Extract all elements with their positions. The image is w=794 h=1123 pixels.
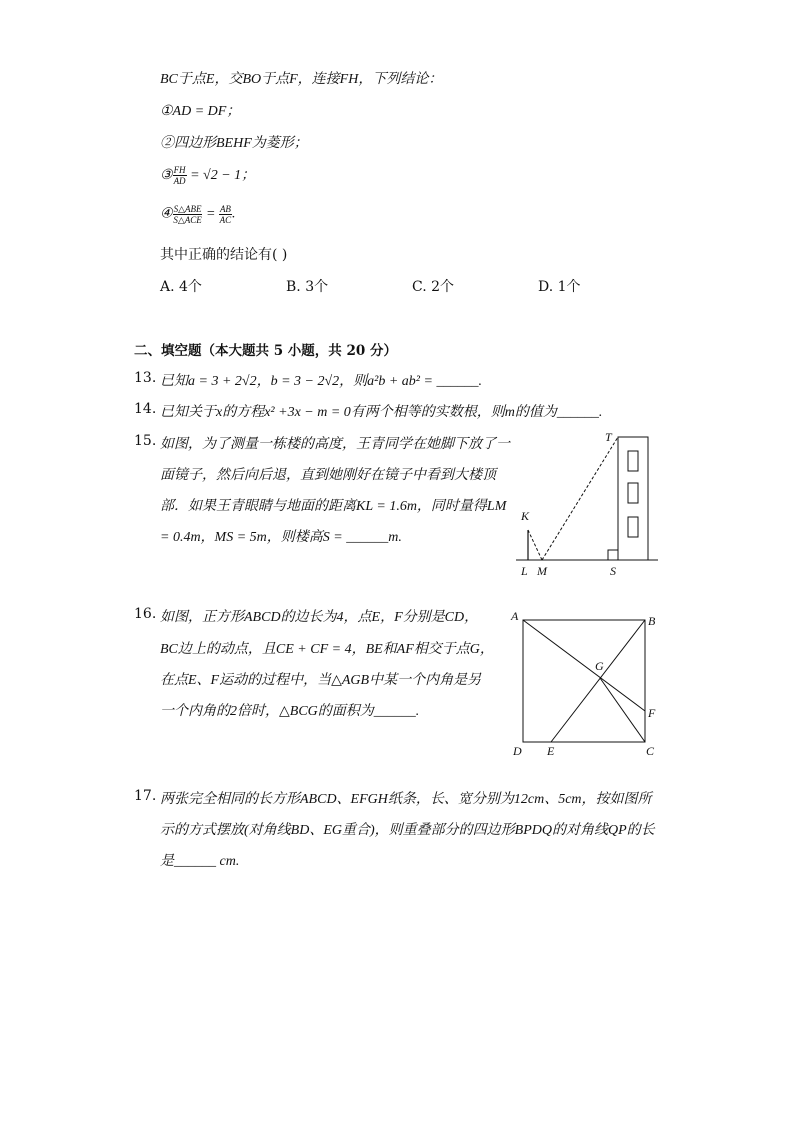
right-angle-mark — [608, 550, 618, 560]
q16-line-4: 一个内角的2倍时，△BCG的面积为______. — [160, 704, 420, 719]
q12-conclusion-4 — [160, 204, 235, 225]
q12-question: 其中正确的结论有( ) — [160, 247, 288, 263]
q12-c3-denominator: AD — [173, 176, 186, 187]
q12-option-d[interactable]: D. 1个 — [538, 279, 581, 295]
label-s: S — [610, 564, 616, 578]
q15-line-2: 面镜子，然后向后退，直到她刚好在镜子中看到大楼顶 — [160, 468, 496, 483]
q16-square-figure — [505, 605, 665, 763]
sight-line-km — [528, 530, 542, 560]
q12-intro: BC于点E，交BO于点F，连接FH，下列结论： — [160, 72, 443, 87]
label-e: E — [547, 744, 555, 758]
q16-line-3: 在点E、F运动的过程中，当△AGB中某一个内角是另 — [160, 673, 482, 688]
q12-c3-numerator: FH — [173, 165, 186, 176]
q14-number: 14. — [134, 401, 157, 417]
q12-c4-numerator-1: S△ABE — [173, 204, 202, 214]
q16-line-1: 如图，正方形ABCD的边长为4，点E，F分别是CD， — [160, 610, 479, 625]
q16-line-2: BC边上的动点，且CE + CF = 4，BE和AF相交于点G， — [160, 642, 494, 657]
label-b: B — [648, 614, 656, 628]
q12-c4-denominator-1: S△ACE — [173, 215, 202, 225]
sight-line-mt — [542, 437, 618, 560]
label-g: G — [595, 659, 604, 673]
q12-option-a[interactable]: A. 4个 — [160, 279, 202, 295]
q12-c4-denominator-2: AC — [219, 215, 232, 225]
q12-conclusion-2: ②四边形BEHF为菱形； — [160, 136, 308, 151]
q12-c4-end: . — [231, 206, 236, 222]
q14-text: 已知关于x的方程x² +3x − m = 0有两个相等的实数根，则m的值为______. — [160, 405, 603, 420]
segment-gc — [600, 678, 645, 742]
q17-number: 17. — [134, 788, 157, 804]
q12-c3-prefix: ③ — [160, 168, 173, 183]
label-m: M — [537, 564, 547, 578]
q12-c4-numerator-2: AB — [219, 204, 231, 214]
segment-be — [551, 620, 645, 742]
q15-number: 15. — [134, 433, 157, 449]
q12-c3-rest: = √2 − 1； — [186, 168, 256, 183]
q13-text: 已知a = 3 + 2√2，b = 3 − 2√2，则a²b + ab² = ______. — [160, 374, 482, 389]
q12-c4-prefix: ④ — [160, 206, 173, 222]
square-abcd — [523, 620, 645, 742]
label-a: A — [511, 609, 519, 623]
q12-c4-fraction-2 — [219, 204, 232, 225]
segment-af — [523, 620, 645, 711]
building-window-1 — [628, 451, 638, 471]
q15-line-3: 部．如果王青眼睛与地面的距离KL = 1.6m，同时量得LM — [160, 499, 507, 514]
q17-line-1: 两张完全相同的长方形ABCD、EFGH纸条，长、宽分别为12cm、5cm，按如图所 — [160, 792, 652, 807]
label-l: L — [521, 564, 528, 578]
building-window-2 — [628, 483, 638, 503]
label-t: T — [605, 430, 612, 444]
building-window-3 — [628, 517, 638, 537]
q13-number: 13. — [134, 370, 157, 386]
q17-line-3: 是______ cm. — [160, 854, 240, 869]
q16-number: 16. — [134, 606, 157, 622]
q15-line-1: 如图，为了测量一栋楼的高度，王青同学在她脚下放了一 — [160, 437, 510, 452]
q12-c4-equals: = — [202, 206, 219, 222]
q12-conclusion-3 — [160, 164, 255, 186]
q12-c3-fraction — [173, 165, 187, 186]
section-heading: 二、填空题（本大题共 5 小题，共 20 分） — [134, 343, 397, 359]
q12-option-c[interactable]: C. 2个 — [412, 279, 455, 295]
label-c: C — [646, 744, 655, 758]
q12-option-b[interactable]: B. 3个 — [286, 279, 329, 295]
q12-conclusion-1: ①AD = DF； — [160, 104, 241, 119]
q12-c4-fraction-1 — [173, 204, 203, 225]
label-k: K — [521, 509, 530, 523]
q15-line-4: = 0.4m，MS = 5m，则楼高S = ______m. — [160, 530, 402, 545]
label-f: F — [648, 706, 656, 720]
building-rect — [618, 437, 648, 560]
q17-line-2: 示的方式摆放(对角线BD、EG重合)，则重叠部分的四边形BPDQ的对角线QP的长 — [160, 823, 655, 838]
label-d: D — [513, 744, 522, 758]
q15-building-figure — [510, 425, 660, 580]
